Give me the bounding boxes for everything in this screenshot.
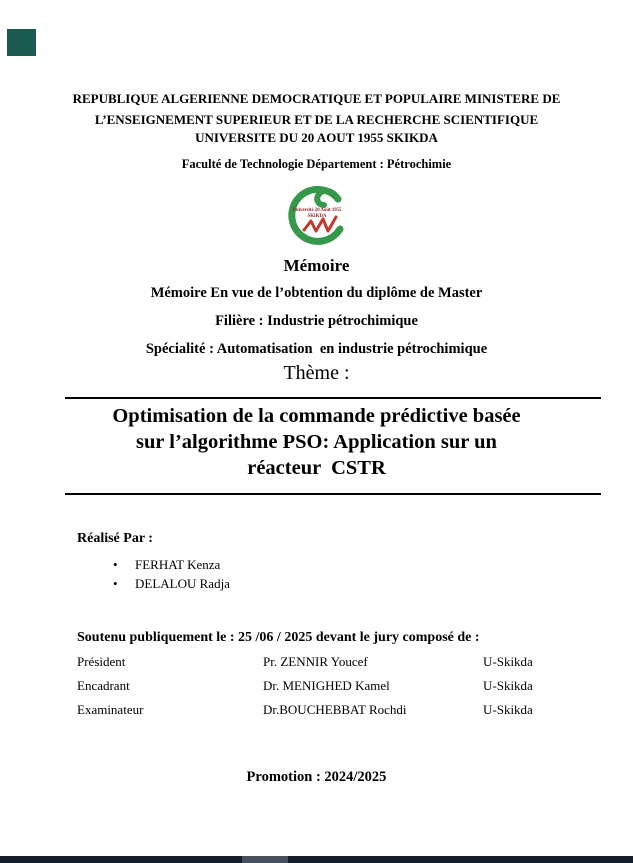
author-name: FERHAT Kenza xyxy=(135,557,221,572)
author-list-item xyxy=(113,576,230,592)
bullet-icon: • xyxy=(113,576,118,591)
faculty-department: Faculté de Technologie Département : Pétrochimie xyxy=(181,157,452,171)
jury-member-name: Dr.BOUCHEBBAT Rochdi xyxy=(263,702,407,717)
jury-member-name: Pr. ZENNIR Youcef xyxy=(263,654,368,669)
logo-text-line-2: SKIKDA xyxy=(307,214,326,219)
theme-label: Thème : xyxy=(283,362,350,384)
memoire-heading: Mémoire xyxy=(283,256,350,275)
header-line-2: L’ENSEIGNEMENT SUPERIEUR ET DE LA RECHERCHE SCIENTIFIQUE xyxy=(94,112,539,127)
university-name: UNIVERSITE DU 20 AOUT 1955 SKIKDA xyxy=(195,130,438,145)
specialite-line: Spécialité : Automatisation en industrie pétrochimique xyxy=(145,341,488,357)
realise-par-label: Réalisé Par : xyxy=(77,531,153,546)
jury-role: Encadrant xyxy=(77,678,130,693)
corner-mark xyxy=(7,29,36,56)
jury-row xyxy=(0,702,633,718)
jury-affiliation: U-Skikda xyxy=(483,654,533,669)
promotion-line: Promotion : 2024/2025 xyxy=(246,769,387,785)
author-name: DELALOU Radja xyxy=(135,576,230,591)
horizontal-scrollbar-thumb[interactable] xyxy=(242,856,288,863)
bullet-icon: • xyxy=(113,557,118,572)
university-logo xyxy=(0,179,633,250)
thesis-title-line-1: Optimisation de la commande prédictive basée xyxy=(112,405,521,427)
jury-role: Président xyxy=(77,654,126,669)
filiere-line: Filière : Industrie pétrochimique xyxy=(215,313,418,329)
university-logo-icon xyxy=(282,179,352,250)
jury-member-name: Dr. MENIGHED Kamel xyxy=(263,678,390,693)
memoire-subtitle: Mémoire En vue de l’obtention du diplôme de Master xyxy=(150,285,483,301)
jury-intro-line: Soutenu publiquement le : 25 /06 / 2025 devant le jury composé de : xyxy=(77,630,480,645)
thesis-title-line-3: réacteur CSTR xyxy=(247,457,386,479)
thesis-title-line-2: sur l’algorithme PSO: Application sur un xyxy=(136,431,497,453)
title-bottom-rule xyxy=(65,493,601,495)
jury-affiliation: U-Skikda xyxy=(483,702,533,717)
horizontal-scrollbar-track[interactable] xyxy=(0,856,633,863)
jury-affiliation: U-Skikda xyxy=(483,678,533,693)
author-list-item xyxy=(113,557,220,573)
jury-row xyxy=(0,678,633,694)
logo-text-line-1: Université 20 Août 1955 xyxy=(292,208,341,213)
jury-role: Examinateur xyxy=(77,702,144,717)
title-top-rule xyxy=(65,397,601,399)
header-line-1: REPUBLIQUE ALGERIENNE DEMOCRATIQUE ET POPULAIRE MINISTERE DE xyxy=(72,91,561,106)
jury-row xyxy=(0,654,633,670)
